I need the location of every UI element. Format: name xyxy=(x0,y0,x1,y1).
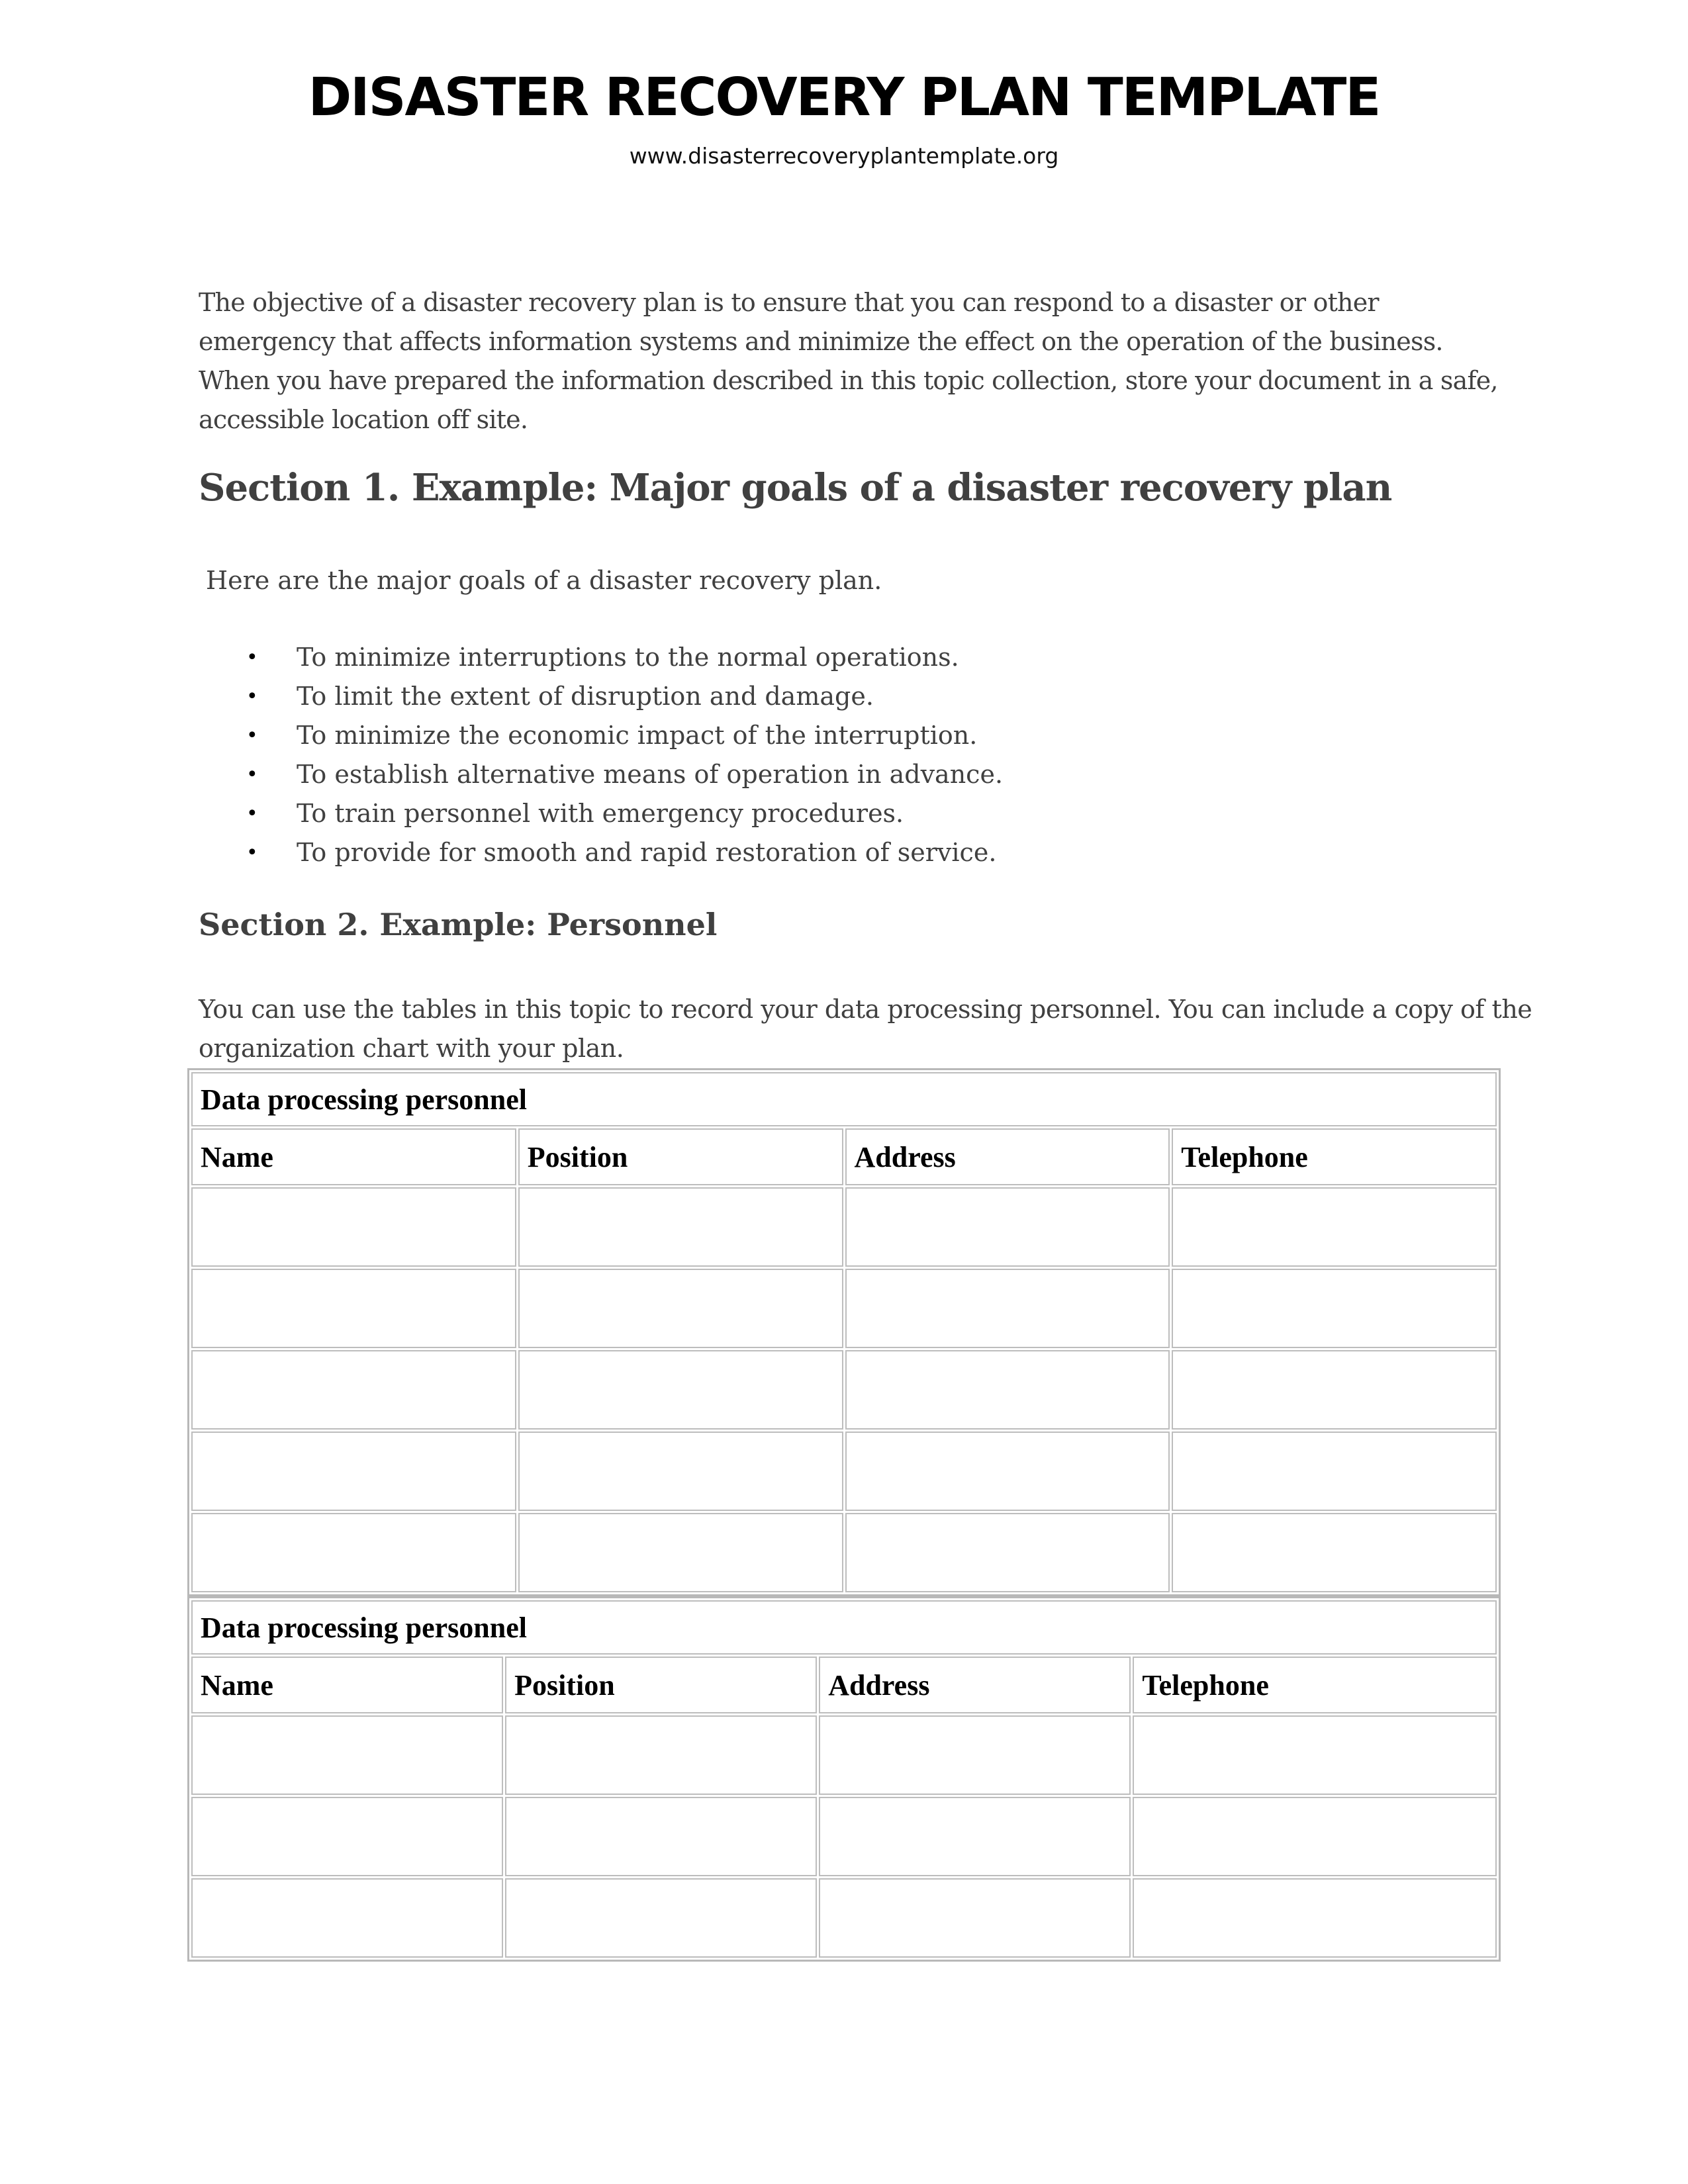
table-cell-position[interactable] xyxy=(518,1432,843,1511)
goal-text: To limit the extent of disruption and damage. xyxy=(297,682,874,711)
column-header-position: Position xyxy=(505,1657,817,1713)
column-header-address: Address xyxy=(819,1657,1131,1713)
table-cell-name[interactable] xyxy=(191,1797,503,1876)
section-2-intro-line: You can use the tables in this topic to record your data processing personnel. You can include a copy of the xyxy=(199,995,1532,1024)
table-cell-address[interactable] xyxy=(845,1269,1170,1348)
section-2-intro-line: organization chart with your plan. xyxy=(199,1034,624,1063)
table-title: Data processing personnel xyxy=(191,1600,1497,1655)
table-cell-name[interactable] xyxy=(191,1715,503,1795)
table-row xyxy=(191,1513,1497,1592)
column-header-address: Address xyxy=(845,1128,1170,1185)
table-cell-position[interactable] xyxy=(518,1350,843,1430)
goal-text: To establish alternative means of operation in advance. xyxy=(297,760,1004,789)
table-cell-position[interactable] xyxy=(518,1269,843,1348)
column-header-telephone: Telephone xyxy=(1172,1128,1497,1185)
personnel-table xyxy=(187,1068,1501,1596)
column-header-position: Position xyxy=(518,1128,843,1185)
table-row xyxy=(191,1187,1497,1267)
table-row xyxy=(191,1432,1497,1511)
table-cell-position[interactable] xyxy=(505,1715,817,1795)
table-row xyxy=(191,1269,1497,1348)
table-cell-address[interactable] xyxy=(819,1878,1131,1958)
goal-text: To train personnel with emergency procedures. xyxy=(297,799,904,828)
section-1-heading: Section 1. Example: Major goals of a disaster recovery plan xyxy=(199,466,1392,510)
column-header-telephone: Telephone xyxy=(1133,1657,1497,1713)
table-cell-name[interactable] xyxy=(191,1350,516,1430)
goal-text: To provide for smooth and rapid restoration of service. xyxy=(297,838,997,867)
document-title: DISASTER RECOVERY PLAN TEMPLATE xyxy=(308,67,1380,128)
table-cell-telephone[interactable] xyxy=(1133,1878,1497,1958)
section-2-heading: Section 2. Example: Personnel xyxy=(199,907,718,942)
table-row xyxy=(191,1350,1497,1430)
table-title-row xyxy=(191,1600,1497,1655)
bullet-icon: • xyxy=(246,646,258,669)
table-cell-name[interactable] xyxy=(191,1432,516,1511)
table-cell-address[interactable] xyxy=(845,1432,1170,1511)
goal-item xyxy=(199,755,1456,794)
goal-item xyxy=(199,833,1456,872)
table-row xyxy=(191,1797,1497,1876)
goal-item xyxy=(199,794,1456,833)
section-1-intro: Here are the major goals of a disaster recovery plan. xyxy=(206,566,882,595)
table-title-row xyxy=(191,1072,1497,1126)
table-cell-position[interactable] xyxy=(505,1878,817,1958)
table-header-row xyxy=(191,1657,1497,1713)
table-cell-name[interactable] xyxy=(191,1878,503,1958)
table-cell-position[interactable] xyxy=(505,1797,817,1876)
table-cell-telephone[interactable] xyxy=(1172,1269,1497,1348)
bullet-icon: • xyxy=(246,724,258,747)
section-2-intro xyxy=(199,990,1532,1068)
table-cell-name[interactable] xyxy=(191,1269,516,1348)
goal-item xyxy=(199,638,1456,677)
intro-line: accessible location off site. xyxy=(199,405,528,434)
document-url: www.disasterrecoveryplantemplate.org xyxy=(629,143,1059,169)
intro-line: The objective of a disaster recovery plan is to ensure that you can respond to a disaster or other xyxy=(199,288,1379,317)
column-header-name: Name xyxy=(191,1657,503,1713)
goal-item xyxy=(199,716,1456,755)
table-cell-address[interactable] xyxy=(845,1513,1170,1592)
intro-line: When you have prepared the information described in this topic collection, store your document in a safe, xyxy=(199,366,1498,395)
table-cell-address[interactable] xyxy=(845,1350,1170,1430)
table-row xyxy=(191,1715,1497,1795)
table-cell-telephone[interactable] xyxy=(1172,1350,1497,1430)
table-row xyxy=(191,1878,1497,1958)
intro-paragraph xyxy=(199,283,1523,439)
table-cell-telephone[interactable] xyxy=(1172,1513,1497,1592)
table-title: Data processing personnel xyxy=(191,1072,1497,1126)
table-cell-telephone[interactable] xyxy=(1133,1797,1497,1876)
table-cell-telephone[interactable] xyxy=(1172,1432,1497,1511)
bullet-icon: • xyxy=(246,763,258,786)
table-cell-address[interactable] xyxy=(845,1187,1170,1267)
column-header-name: Name xyxy=(191,1128,516,1185)
table-cell-address[interactable] xyxy=(819,1797,1131,1876)
goal-text: To minimize the economic impact of the interruption. xyxy=(297,721,978,750)
table-cell-name[interactable] xyxy=(191,1187,516,1267)
bullet-icon: • xyxy=(246,802,258,825)
goals-list xyxy=(199,638,1456,872)
table-header-row xyxy=(191,1128,1497,1185)
table-cell-telephone[interactable] xyxy=(1172,1187,1497,1267)
table-cell-position[interactable] xyxy=(518,1187,843,1267)
table-cell-telephone[interactable] xyxy=(1133,1715,1497,1795)
goal-text: To minimize interruptions to the normal operations. xyxy=(297,643,959,672)
personnel-table xyxy=(187,1596,1501,1962)
table-cell-name[interactable] xyxy=(191,1513,516,1592)
goal-item xyxy=(199,677,1456,716)
table-cell-address[interactable] xyxy=(819,1715,1131,1795)
table-cell-position[interactable] xyxy=(518,1513,843,1592)
intro-line: emergency that affects information systems and minimize the effect on the operation of the business. xyxy=(199,327,1443,356)
bullet-icon: • xyxy=(246,841,258,864)
bullet-icon: • xyxy=(246,685,258,708)
